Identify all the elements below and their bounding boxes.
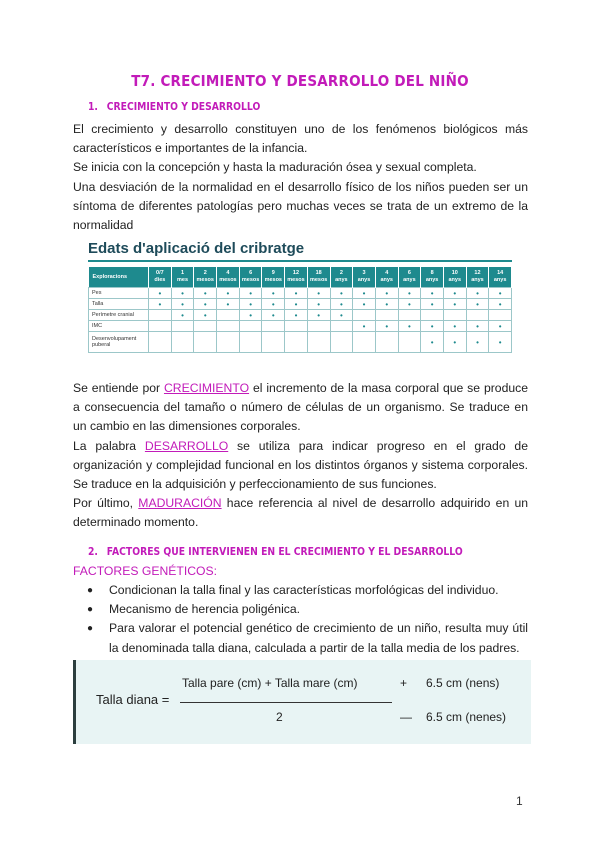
table-cell [421,288,444,299]
list-item: ● Condicionan la talla final y las características morfológicas del individuo. [73,581,528,600]
cribratge-title: Edats d'aplicació del cribratge [88,240,305,257]
table-cell [353,332,376,353]
check-mark: • [385,299,389,309]
table-cell [171,288,194,299]
row-label: Perímetre cranial [89,310,149,321]
table-cell [285,321,308,332]
minus-sign: — [400,710,412,724]
check-mark: • [226,299,230,309]
keyword-crecimiento[interactable]: CRECIMIENTO [163,381,250,395]
check-mark: • [362,288,366,298]
table-cell [353,288,376,299]
table-cell [285,310,308,321]
table-cell [217,288,240,299]
check-mark: • [317,310,321,320]
table-cell [194,310,217,321]
row-label: Pes [89,288,149,299]
check-mark: • [430,321,434,331]
column-header: 9 mesos [262,267,285,288]
check-mark: • [181,288,184,298]
intro-paragraph-2: Se inicia con la concepción y hasta la maduración ósea y sexual completa. [73,160,477,175]
check-mark: • [498,337,502,347]
table-cell [217,332,240,353]
check-mark: • [453,299,457,309]
fraction-bar [180,702,392,703]
check-mark: • [294,310,298,320]
page-number: 1 [516,794,523,808]
table-cell [421,310,444,321]
check-mark: • [271,288,275,298]
table-cell [443,321,466,332]
table-cell [239,321,262,332]
check-mark: • [271,310,275,320]
plus-sign: + [400,676,408,690]
check-mark: • [339,299,343,309]
table-cell [353,310,376,321]
check-mark: • [294,299,298,309]
column-header: 10 anys [443,267,466,288]
table-cell [443,299,466,310]
check-mark: • [294,288,298,298]
section-heading-2 [88,546,463,558]
check-mark: • [430,337,434,347]
table-cell [466,310,489,321]
definition-desarrollo: La palabra DESARROLLO se utiliza para indicar progreso en el grado de organización y complejidad funcional en los distintos órganos y sistema corporales. Se traduce en la adquisición y perfeccionamiento de sus funciones. [73,438,528,492]
table-cell [217,310,240,321]
check-mark: • [317,288,321,298]
formula-numerator: Talla pare (cm) + Talla mare (cm) [182,676,358,690]
check-mark: • [385,288,389,298]
table-cell [262,332,285,353]
table-cell [285,288,308,299]
check-mark: • [453,321,457,331]
factores-geneticos-label: FACTORES GENÉTICOS: [73,564,218,578]
column-header: 2 mesos [194,267,217,288]
check-mark: • [181,299,184,309]
table-cell [262,288,285,299]
bullet-list [73,581,528,658]
cribratge-table [88,267,512,353]
definitions [73,379,528,533]
table-cell [330,321,353,332]
table-cell [330,332,353,353]
check-mark: • [181,310,184,320]
check-mark: • [408,299,411,309]
table-cell [443,288,466,299]
list-item: ● Para valorar el potencial genético de crecimiento de un niño, resulta muy útil la denominada talla diana, calculada a partir de la talla media de los padres. [73,619,528,657]
check-mark: • [271,299,275,309]
cribratge-rule [88,260,512,262]
column-header: Exploracions [89,267,149,288]
table-cell [466,332,489,353]
column-header: 3 anys [353,267,376,288]
table-cell [239,310,262,321]
table-cell [398,310,421,321]
table-cell [489,299,512,310]
table-cell [217,321,240,332]
column-header: 1 mes [171,267,194,288]
column-header: 4 anys [375,267,398,288]
check-mark: • [203,299,207,309]
table-row [89,310,512,321]
table-cell [149,288,172,299]
table-cell [489,332,512,353]
list-item: ● Mecanismo de herencia poligénica. [73,600,528,619]
section-heading-text: CRECIMIENTO Y DESARROLLO [106,101,261,113]
talla-diana-formula [73,660,531,744]
table-cell [489,288,512,299]
table-cell [398,299,421,310]
table-cell [171,299,194,310]
column-header: 6 anys [398,267,421,288]
formula-nens: 6.5 cm (nens) [426,676,500,690]
table-cell [466,321,489,332]
check-mark: • [203,288,207,298]
check-mark: • [362,299,366,309]
table-cell [171,321,194,332]
table-cell [194,321,217,332]
check-mark: • [249,299,252,309]
document-title: T7. CRECIMIENTO Y DESARROLLO DEL NIÑO [131,72,469,90]
table-row [89,299,512,310]
table-cell [307,299,330,310]
table-cell [262,299,285,310]
check-mark: • [158,299,162,309]
table-cell [262,310,285,321]
table-cell [239,332,262,353]
check-mark: • [476,321,479,331]
table-cell [466,288,489,299]
table-cell [307,288,330,299]
column-header: 18 mesos [307,267,330,288]
table-cell [421,321,444,332]
check-mark: • [498,299,502,309]
check-mark: • [476,288,479,298]
table-cell [307,310,330,321]
table-cell [171,332,194,353]
table-cell [375,310,398,321]
table-row [89,321,512,332]
formula-nenes: 6.5 cm (nenes) [426,710,507,724]
table-cell [489,321,512,332]
check-mark: • [226,288,230,298]
check-mark: • [498,288,502,298]
column-header: 2 anys [330,267,353,288]
table-cell [375,299,398,310]
cribratge-header-row [89,267,512,288]
column-header: 12 mesos [285,267,308,288]
table-cell [443,310,466,321]
table-cell [194,288,217,299]
column-header: 8 anys [421,267,444,288]
table-cell [443,332,466,353]
table-cell [262,321,285,332]
table-cell [398,288,421,299]
table-cell [421,299,444,310]
column-header: 4 mesos [217,267,240,288]
table-cell [330,288,353,299]
table-cell [171,310,194,321]
row-label: IMC [89,321,149,332]
table-cell [353,299,376,310]
table-cell [307,321,330,332]
check-mark: • [249,310,252,320]
intro-paragraph-1: El crecimiento y desarrollo constituyen uno de los fenómenos biológicos más característicos e importantes de la infancia. [73,122,528,156]
definition-crecimiento: Se entiende por CRECIMIENTO el incremento de la masa corporal que se produce a consecuencia del tamaño o número de células de un organismo. Se traduce en un cambio en las dimensiones corporales. [73,381,528,434]
check-mark: • [430,299,434,309]
check-mark: • [453,288,457,298]
table-cell [375,321,398,332]
check-mark: • [362,321,366,331]
check-mark: • [158,288,162,298]
table-cell [149,321,172,332]
column-header: 12 anys [466,267,489,288]
section-heading-1 [88,101,260,113]
table-row [89,288,512,299]
table-cell [285,299,308,310]
check-mark: • [430,288,434,298]
table-cell [466,299,489,310]
row-label: Talla [89,299,149,310]
formula-denominator: 2 [276,710,283,724]
cribratge-figure [88,240,512,372]
check-mark: • [339,310,343,320]
check-mark: • [476,299,479,309]
table-cell [239,288,262,299]
check-mark: • [476,337,479,347]
table-cell [330,310,353,321]
section-number: 2. [88,546,98,558]
table-cell [239,299,262,310]
table-cell [489,310,512,321]
section-number: 1. [88,101,98,113]
table-cell [149,310,172,321]
column-header: 14 anys [489,267,512,288]
table-cell [217,299,240,310]
table-cell [353,321,376,332]
definition-maduracion: Por último, MADURACIÓN hace referencia al nivel de desarrollo adquirido en un determinado momento. [73,496,528,530]
intro-paragraph-3: Una desviación de la normalidad en el desarrollo físico de los niños pueden ser un síntoma de diferentes patologías pero muchas veces se trata de un extremo de la normalidad [73,179,528,233]
check-mark: • [408,321,411,331]
check-mark: • [385,321,389,331]
section-heading-text: FACTORES QUE INTERVIENEN EN EL CRECIMIENTO Y EL DESARROLLO [106,546,463,558]
table-cell [398,321,421,332]
table-cell [421,332,444,353]
keyword-maduracion[interactable]: MADURACIÓN [138,496,222,511]
intro-paragraphs [73,120,528,235]
table-cell [375,332,398,353]
table-cell [194,332,217,353]
table-cell [330,299,353,310]
table-cell [149,299,172,310]
table-cell [307,332,330,353]
table-cell [194,299,217,310]
column-header: 6 mesos [239,267,262,288]
formula-label: Talla diana = [96,692,170,707]
check-mark: • [249,288,252,298]
keyword-desarrollo[interactable]: DESARROLLO [144,438,229,453]
table-cell [285,332,308,353]
check-mark: • [339,288,343,298]
row-label: Desenvolupament puberal [89,332,149,353]
table-cell [398,332,421,353]
check-mark: • [317,299,321,309]
check-mark: • [453,337,457,347]
table-cell [149,332,172,353]
table-row [89,332,512,353]
check-mark: • [408,288,411,298]
check-mark: • [203,310,207,320]
table-cell [375,288,398,299]
check-mark: • [498,321,502,331]
column-header: 0/7 dies [149,267,172,288]
